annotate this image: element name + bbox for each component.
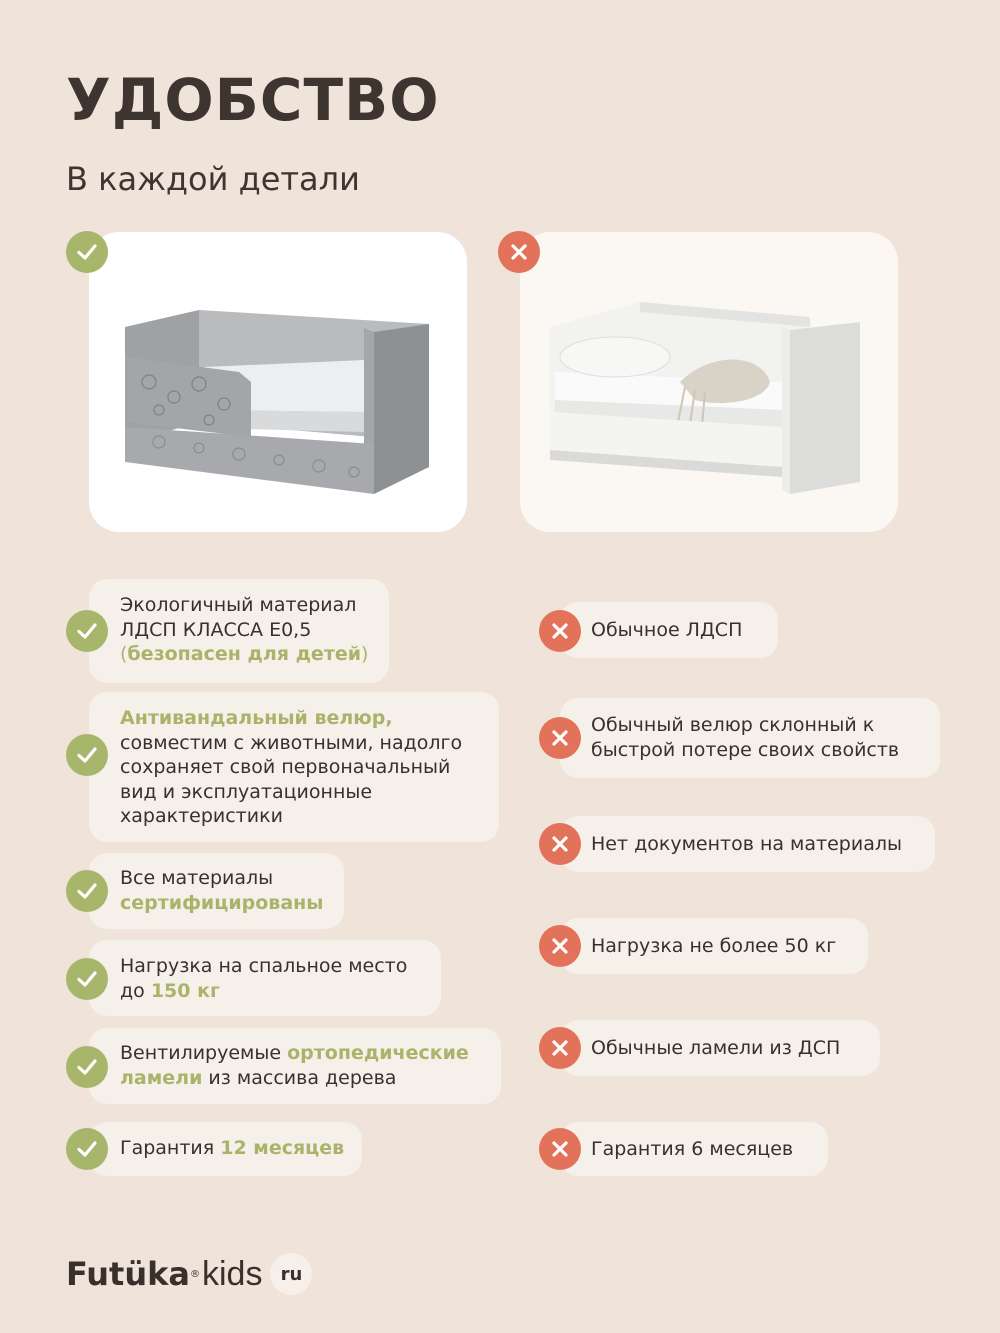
check-icon [66,1046,108,1088]
good-badge-check-icon [66,231,108,273]
check-icon [66,734,108,776]
good-item-certified: Все материалы сертифицированы [89,853,344,929]
cross-icon [539,925,581,967]
page-title: УДОБСТВО [66,66,440,134]
good-item-load: Нагрузка на спальное место до 150 кг [89,940,441,1016]
good-product-photo-card [89,232,467,532]
check-icon [66,870,108,912]
domain-badge: ru [270,1253,312,1295]
good-item-warranty: Гарантия 12 месяцев [89,1122,362,1176]
bad-item-regular-velour: Обычный велюр склонный к быстрой потере своих свойств [560,698,940,778]
bad-item-regular-chipboard: Обычное ЛДСП [560,602,778,658]
white-bed-image [520,232,898,532]
brand-logo: Futüka ® kids ru [66,1252,312,1296]
cross-icon [539,823,581,865]
bad-item-no-documents: Нет документов на материалы [560,816,935,872]
cross-icon [539,1128,581,1170]
check-icon [66,1128,108,1170]
bad-product-photo-card [520,232,898,532]
gray-sofa-bed-image [89,232,467,532]
good-item-velour: Антивандальный велюр, совместим с животными, надолго сохраняет свой первоначальный вид и эксплуатационные характеристики [89,692,499,842]
bad-item-load: Нагрузка не более 50 кг [560,918,868,974]
good-item-eco-material: Экологичный материал ЛДСП КЛАССА Е0,5 (безопасен для детей) [89,579,389,683]
bad-item-slats: Обычные ламели из ДСП [560,1020,880,1076]
cross-icon [539,717,581,759]
bad-badge-cross-icon [498,231,540,273]
bad-item-warranty: Гарантия 6 месяцев [560,1122,828,1176]
check-icon [66,610,108,652]
good-item-slats: Вентилируемые ортопедические ламели из массива дерева [89,1028,501,1104]
cross-icon [539,610,581,652]
cross-icon [539,1027,581,1069]
page-subtitle: В каждой детали [66,160,360,198]
check-icon [66,958,108,1000]
